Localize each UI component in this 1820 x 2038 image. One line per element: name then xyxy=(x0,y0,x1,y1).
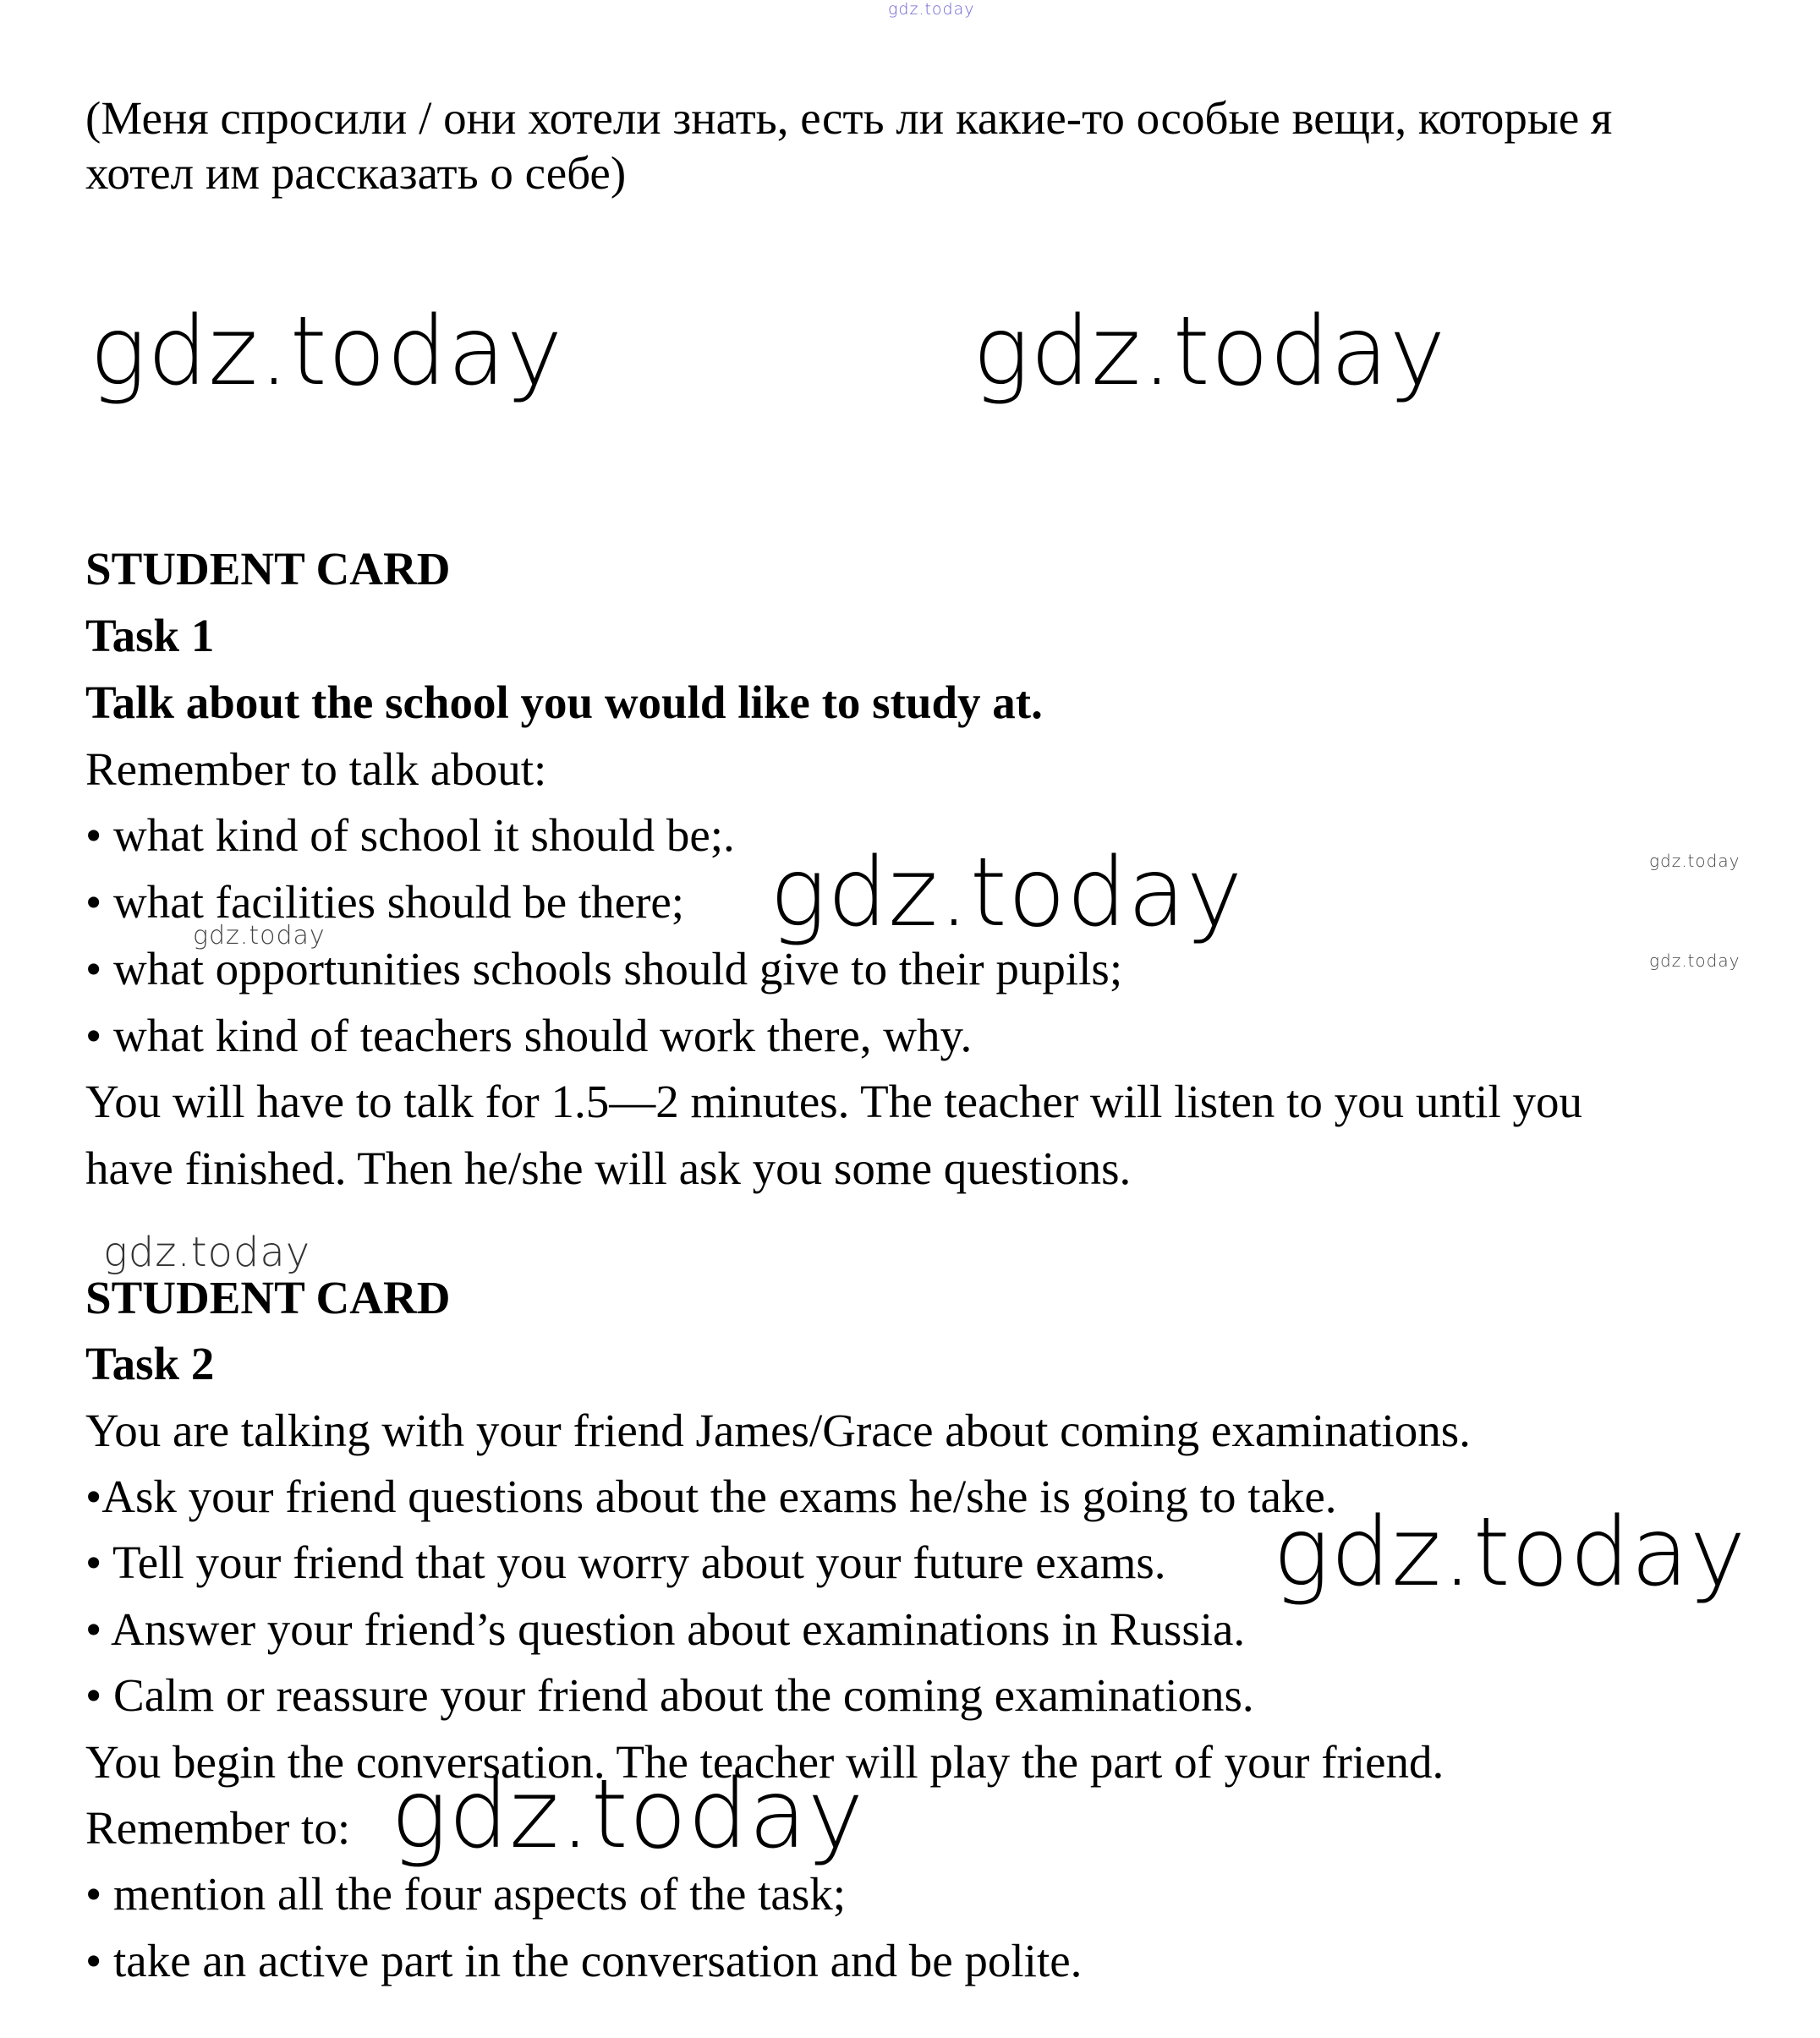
list-item: • mention all the four aspects of the task; xyxy=(85,1868,847,1920)
watermark-top: gdz.today xyxy=(888,0,975,19)
list-item: • what kind of school it should be;. xyxy=(85,809,735,861)
watermark-large-right: gdz.today xyxy=(973,297,1447,407)
watermark-small-right-2: gdz.today xyxy=(1649,951,1741,971)
watermark-large-right-lower: gdz.today xyxy=(1273,1498,1747,1608)
watermark-large-left: gdz.today xyxy=(90,297,564,407)
task-number: Task 2 xyxy=(85,1338,215,1389)
watermark-medium: gdz.today xyxy=(103,1229,311,1276)
watermark-small-right-1: gdz.today xyxy=(1649,851,1741,871)
task-instruction: Talk about the school you would like to study at. xyxy=(85,677,1043,728)
remember-label: Remember to: xyxy=(85,1802,351,1854)
list-item: • what opportunities schools should give to their pupils; xyxy=(85,943,1123,994)
task-note-line-1: You will have to talk for 1.5—2 minutes. The teacher will listen to you until you xyxy=(85,1076,1582,1127)
task-intro: You are talking with your friend James/Grace about coming examinations. xyxy=(85,1405,1471,1456)
list-item: • take an active part in the conversation and be polite. xyxy=(85,1935,1083,1986)
watermark-large-bottom: gdz.today xyxy=(391,1760,865,1870)
translation-line-2: хотел им рассказать о себе) xyxy=(85,147,627,199)
watermark-small-inline: gdz.today xyxy=(193,921,326,951)
card-heading: STUDENT CARD xyxy=(85,543,451,594)
task-number: Task 1 xyxy=(85,610,215,661)
task-begin: You begin the conversation. The teacher will play the part of your friend. xyxy=(85,1736,1444,1788)
task-note-line-2: have finished. Then he/she will ask you some questions. xyxy=(85,1142,1132,1194)
card-heading: STUDENT CARD xyxy=(85,1272,451,1323)
remember-label: Remember to talk about: xyxy=(85,743,547,795)
watermark-large-center: gdz.today xyxy=(770,838,1244,948)
list-item: •Ask your friend questions about the exams he/she is going to take. xyxy=(85,1471,1337,1522)
list-item: • Calm or reassure your friend about the coming examinations. xyxy=(85,1669,1254,1721)
list-item: • Tell your friend that you worry about your future exams. xyxy=(85,1537,1166,1588)
translation-line-1: (Меня спросили / они хотели знать, есть ли какие-то особые вещи, которые я xyxy=(85,92,1613,144)
list-item: • Answer your friend’s question about examinations in Russia. xyxy=(85,1603,1246,1655)
list-item: • what kind of teachers should work there, why. xyxy=(85,1010,973,1061)
list-item: • what facilities should be there; xyxy=(85,876,685,928)
